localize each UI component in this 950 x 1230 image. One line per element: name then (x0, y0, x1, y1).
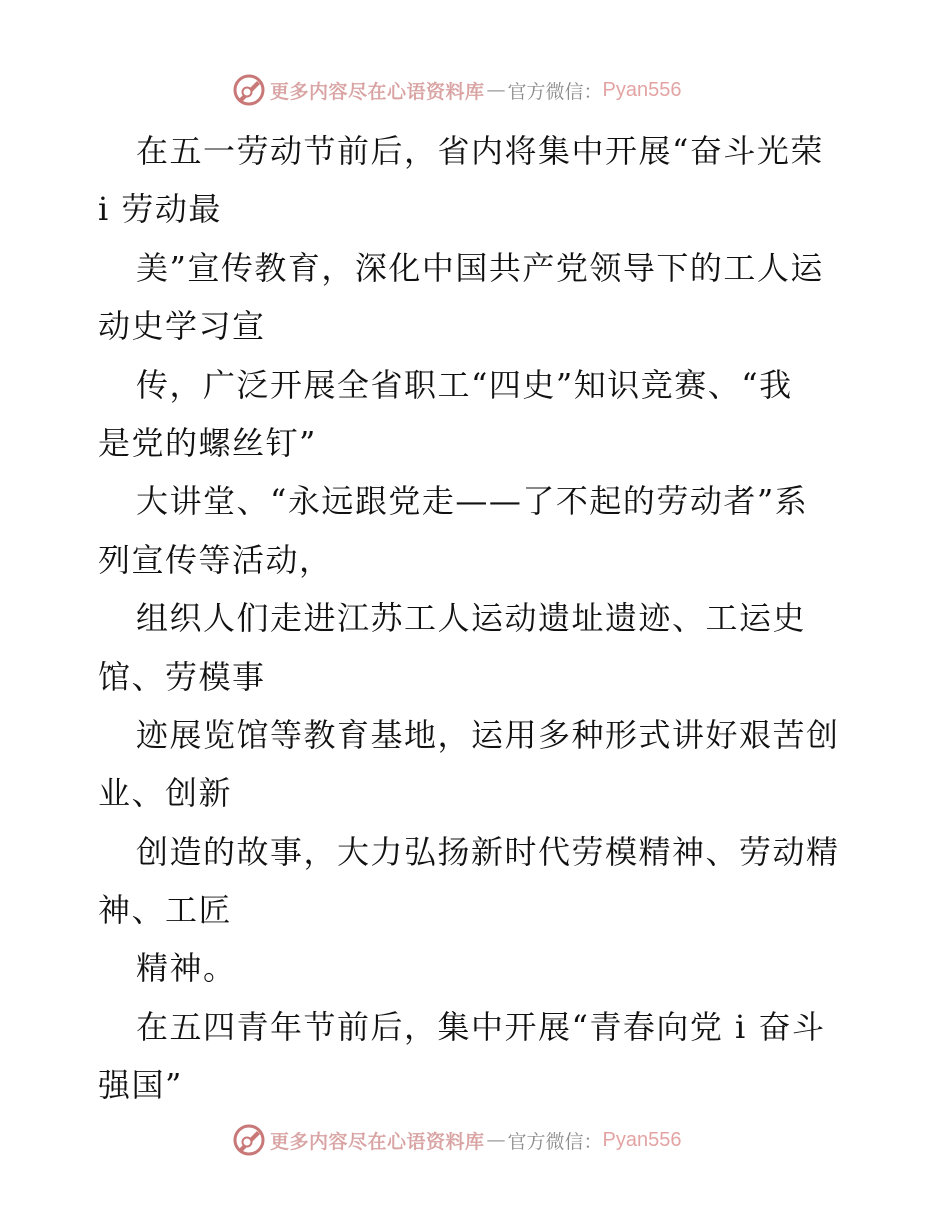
text-line: 动史学习宣 (98, 307, 266, 346)
text-line: i 劳动最 (98, 190, 222, 229)
text-line: 神、工匠 (98, 891, 233, 930)
text-line: 在五一劳动节前后，省内将集中开展“奋斗光荣 (136, 132, 824, 170)
text-line: 组织人们走进江苏工人运动遗址遗迹、工运史 (136, 599, 807, 638)
text-line: 业、创新 (98, 774, 233, 813)
text-line: 迹展览馆等教育基地，运用多种形式讲好艰苦创 (136, 715, 840, 754)
watermark-dash: — (486, 79, 506, 101)
watermark-label: 官方微信： (507, 1130, 603, 1153)
text-line: 强国” (98, 1066, 183, 1105)
text-line: 列宣传等活动， (98, 540, 333, 579)
brand-logo-icon (232, 1123, 266, 1157)
watermark-account: Pyan556 (602, 78, 682, 101)
footer-watermark (232, 1122, 682, 1158)
watermark-brand: 更多内容尽在心语资料库 (270, 80, 485, 103)
header-watermark (232, 72, 682, 108)
document-body (98, 122, 858, 1115)
watermark-brand: 更多内容尽在心语资料库 (270, 1130, 485, 1153)
watermark-dash: — (486, 1129, 506, 1151)
text-line: 精神。 (136, 949, 237, 988)
watermark-account: Pyan556 (602, 1128, 682, 1151)
text-line: 大讲堂、“永远跟党走——了不起的劳动者”系 (136, 482, 809, 521)
watermark-label: 官方微信： (507, 80, 603, 103)
text-line: 是党的螺丝钉” (98, 423, 317, 462)
brand-logo-icon (232, 73, 266, 107)
text-line: 在五四青年节前后，集中开展“青春向党 i 奋斗 (136, 1007, 826, 1046)
text-line: 美”宣传教育，深化中国共产党领导下的工人运 (136, 248, 824, 287)
text-line: 馆、劳模事 (98, 657, 266, 696)
text-line: 传，广泛开展全省职工“四史”知识竞赛、“我 (136, 365, 793, 404)
text-line: 创造的故事，大力弘扬新时代劳模精神、劳动精 (136, 832, 840, 871)
